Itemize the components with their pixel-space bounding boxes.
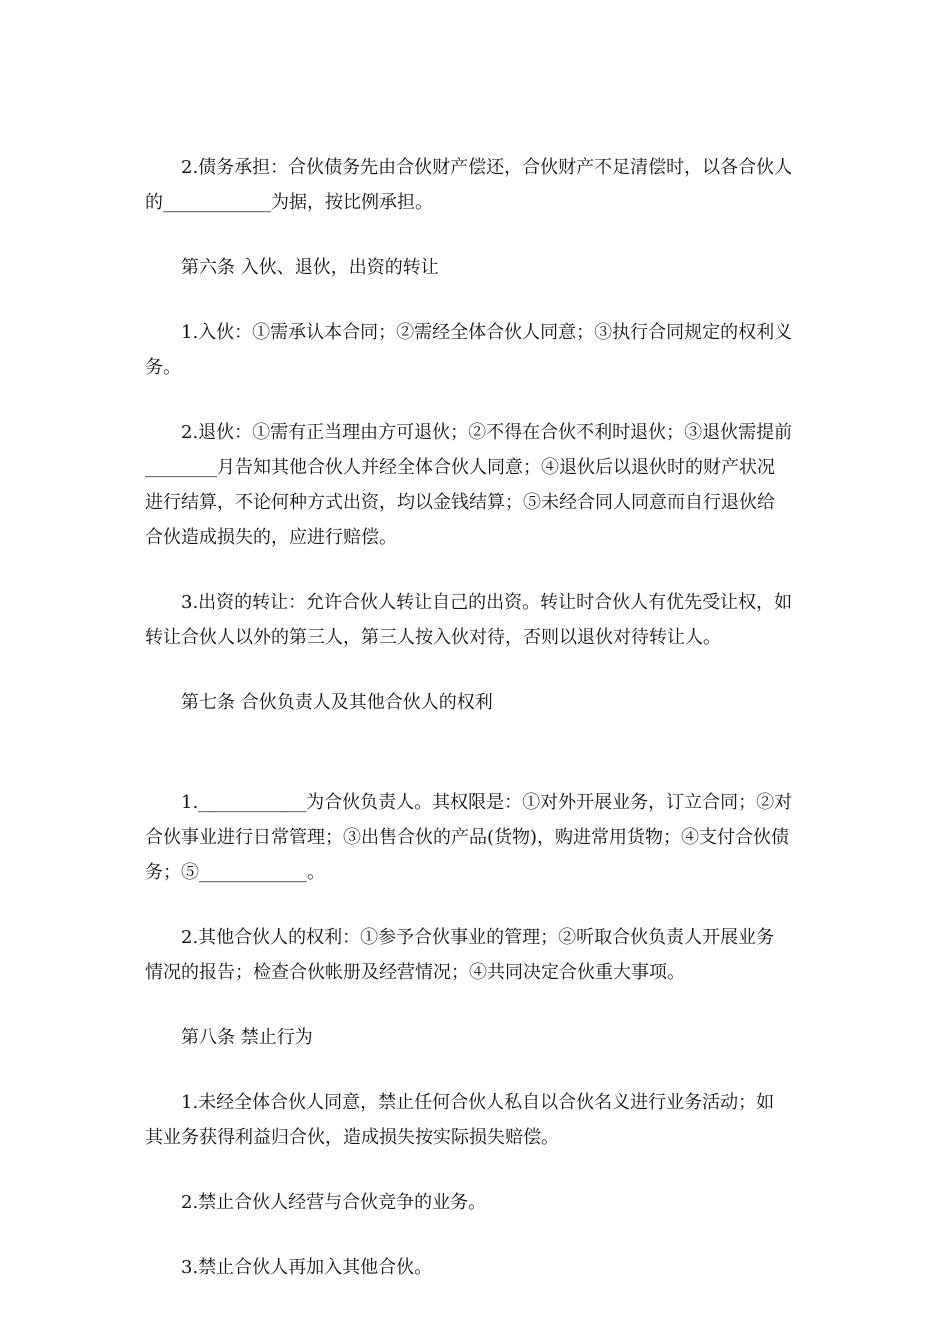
text-line: 2.退伙：①需有正当理由方可退伙；②不得在合伙不利时退伙；③退伙需提前 — [181, 422, 793, 443]
text-line: 的____________为据，按比例承担。 — [145, 192, 433, 213]
text-line: 其业务获得利益归合伙，造成损失按实际损失赔偿。 — [145, 1127, 559, 1148]
article-6-heading — [145, 250, 810, 285]
heading-text: 第六条 入伙、退伙，出资的转让 — [181, 257, 439, 278]
text-line: 2.其他合伙人的权利：①参予合伙事业的管理；②听取合伙负责人开展业务 — [181, 927, 775, 948]
heading-text: 第七条 合伙负责人及其他合伙人的权利 — [181, 692, 493, 713]
text-line: 合伙造成损失的，应进行赔偿。 — [145, 527, 397, 548]
text-line: 务。 — [145, 357, 181, 378]
text-line: 务；⑤____________。 — [145, 862, 325, 883]
text-line: 1.未经全体合伙人同意，禁止任何合伙人私自以合伙名义进行业务活动；如 — [181, 1092, 775, 1113]
clause-partnership-head — [145, 785, 810, 890]
clause-prohibit-other-partnership — [145, 1250, 810, 1285]
text-line: 2.债务承担：合伙债务先由合伙财产偿还，合伙财产不足清偿时，以各合伙人 — [181, 157, 793, 178]
text-line: ________月告知其他合伙人并经全体合伙人同意；④退伙后以退伙时的财产状况 — [145, 457, 775, 478]
clause-capital-transfer — [145, 585, 810, 655]
text-line: 1.入伙：①需承认本合同；②需经全体合伙人同意；③执行合同规定的权利义 — [181, 322, 793, 343]
text-line: 2.禁止合伙人经营与合伙竞争的业务。 — [181, 1192, 487, 1213]
text-line: 情况的报告；检查合伙帐册及经营情况；④共同决定合伙重大事项。 — [145, 962, 685, 983]
text-line: 3.禁止合伙人再加入其他合伙。 — [181, 1257, 433, 1278]
clause-joining — [145, 315, 810, 385]
article-8-heading — [145, 1020, 810, 1055]
text-line: 进行结算，不论何种方式出资，均以金钱结算；⑤未经合同人同意而自行退伙给 — [145, 492, 775, 513]
text-line: 3.出资的转让：允许合伙人转让自己的出资。转让时合伙人有优先受让权，如 — [181, 592, 793, 613]
text-line: 1.____________为合伙负责人。其权限是：①对外开展业务，订立合同；②对 — [181, 792, 793, 813]
clause-prohibit-private-business — [145, 1085, 810, 1155]
text-line: 转让合伙人以外的第三人，第三人按入伙对待，否则以退伙对待转让人。 — [145, 627, 721, 648]
clause-other-partners-rights — [145, 920, 810, 990]
clause-withdrawal — [145, 415, 810, 555]
document-body — [145, 150, 810, 1285]
text-line: 合伙事业进行日常管理；③出售合伙的产品(货物)，购进常用货物；④支付合伙债 — [145, 827, 790, 848]
clause-debt-bearing — [145, 150, 810, 220]
clause-prohibit-competition — [145, 1185, 810, 1220]
article-7-heading — [145, 685, 810, 720]
heading-text: 第八条 禁止行为 — [181, 1027, 313, 1048]
